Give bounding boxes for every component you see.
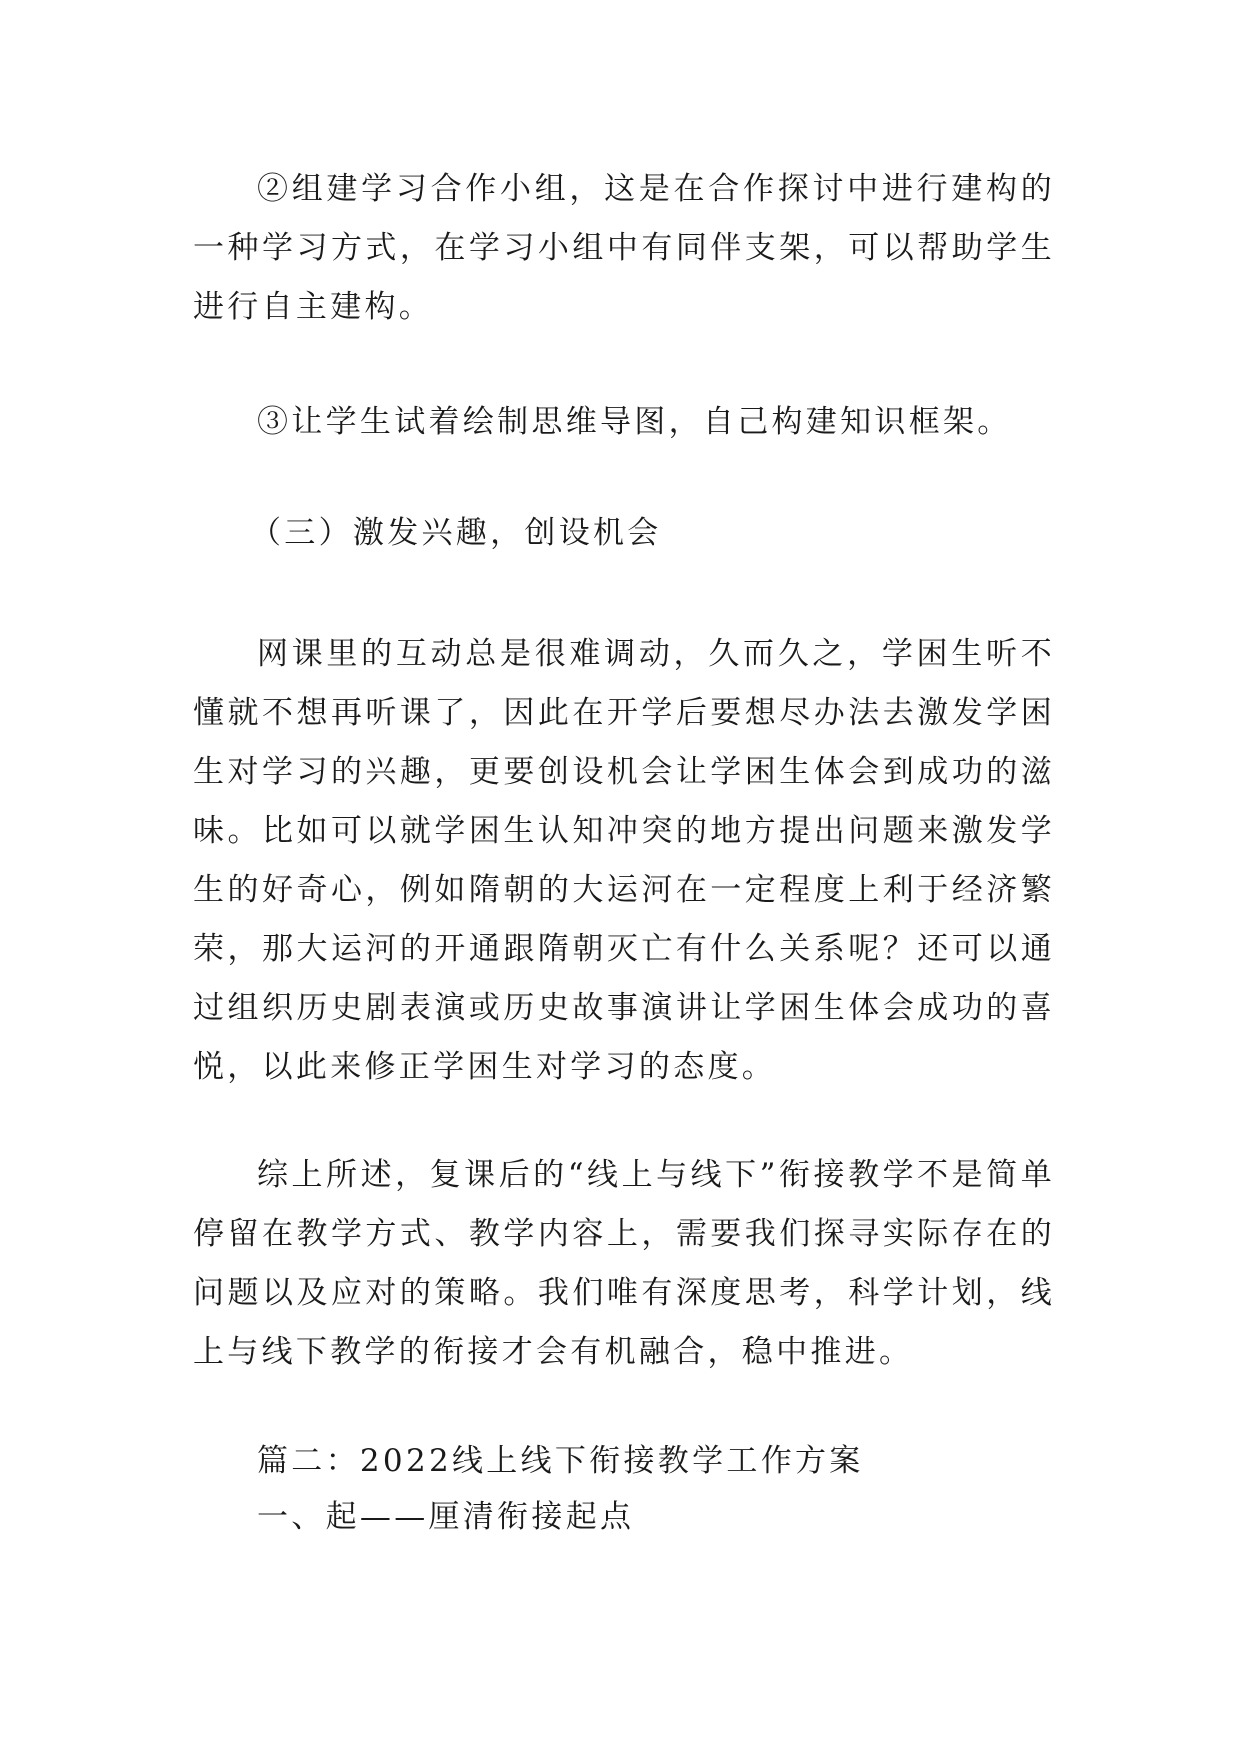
part-title: 篇二：2022线上线下衔接教学工作方案 — [257, 1443, 864, 1479]
paragraph-cooperative-groups: ②组建学习合作小组，这是在合作探讨中进行建构的一种学习方式，在学习小组中有同伴支架，可以帮助学生进行自主建构。 — [193, 171, 1055, 325]
paragraph-stimulate-interest: 网课里的互动总是很难调动，久而久之，学困生听不懂就不想再听课了，因此在开学后要想尽办法去激发学困生对学习的兴趣，更要创设机会让学困生体会到成功的滋味。比如可以就学困生认知冲突的地方提出问题来激发学生的好奇心，例如隋朝的大运河在一定程度上利于经济繁荣，那大运河的开通跟隋朝灭亡有什么关系呢？还可以通过组织历史剧表演或历史故事演讲让学困生体会成功的喜悦，以此来修正学困生对学习的态度。 — [193, 636, 1055, 1085]
paragraph-summary: 综上所述，复课后的“线上与线下”衔接教学不是简单停留在教学方式、教学内容上，需要我们探寻实际存在的问题以及应对的策略。我们唯有深度思考，科学计划，线上与线下教学的衔接才会有机融合，稳中推进。 — [193, 1157, 1055, 1370]
subheading: 一、起——厘清衔接起点 — [257, 1499, 635, 1535]
paragraph-mind-map: ③让学生试着绘制思维导图，自己构建知识框架。 — [257, 404, 1012, 440]
section-heading: （三）激发兴趣，创设机会 — [250, 515, 662, 551]
